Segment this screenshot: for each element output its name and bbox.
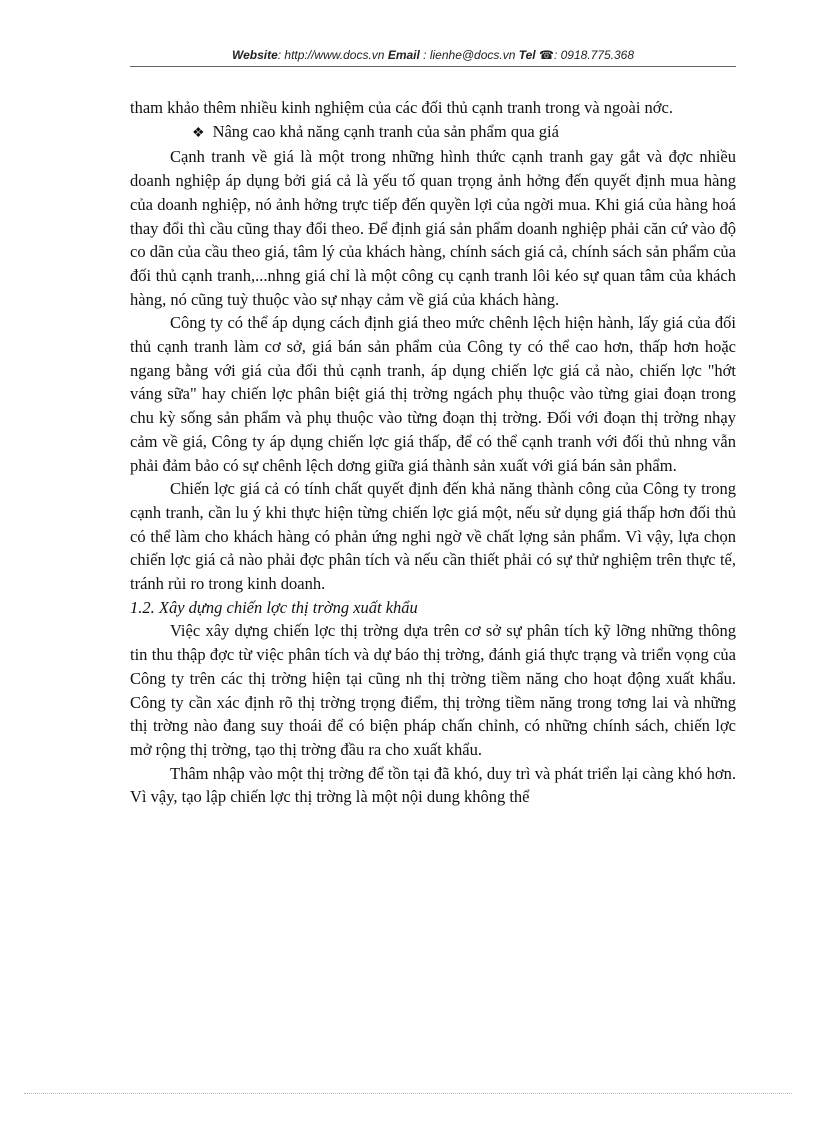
tel-value: : 0918.775.368 <box>553 48 635 62</box>
tel-label: Tel <box>518 48 536 62</box>
bullet-heading <box>130 120 736 146</box>
bullet-heading-text: Nâng cao khả năng cạnh tranh của sản phẩm qua giá <box>212 121 559 141</box>
diamond-bullet-icon: ❖ <box>192 125 205 141</box>
email-label: Email <box>387 48 420 62</box>
paragraph-6: Thâm nhập vào một thị trờng để tồn tại đã khó, duy trì và phát triển lại càng khó hơn. Vì vậy, tạo lập chiến lợc thị trờng là một nội dung không thể <box>130 763 736 807</box>
page-header <box>130 48 736 62</box>
page-bottom-border <box>24 1093 792 1094</box>
phone-icon: ☎ <box>539 48 554 62</box>
website-value: : http://www.docs.vn <box>277 48 385 62</box>
section-heading: 1.2. Xây dựng chiến lợc thị trờng xuất khẩu <box>130 597 418 617</box>
paragraph-3: Công ty có thể áp dụng cách định giá theo mức chênh lệch hiện hành, lấy giá của đối thủ cạnh tranh làm cơ sở, giá bán sản phẩm của Công ty có thể cao hơn, thấp hơn hoặc ngang bằng với giá của đối thủ cạnh tranh, áp dụng chiến lợc giá cả nào, chiến lợc "hớt váng sữa" hay chiến lợc phân biệt giá thị trờng ngách phụ thuộc vào từng giai đoạn trong chu kỳ sống sản phẩm và phụ thuộc vào từng đoạn thị trờng. Đối với đoạn thị trờng nhạy cảm về giá, Công ty áp dụng chiến lợc giá thấp, để có thể cạnh tranh với đối thủ nhng vẫn phải đảm bảo có sự chênh lệch dơng giữa giá thành sản xuất với giá bán sản phẩm. <box>130 313 736 475</box>
document-body <box>130 96 736 809</box>
paragraph-2: Cạnh tranh về giá là một trong những hình thức cạnh tranh gay gắt và đợc nhiều doanh nghiệp áp dụng bởi giá cả là yếu tố quan trọng ảnh hởng đến quyết định mua hàng của doanh nghiệp, nó ảnh hởng trực tiếp đến quyền lợi của ngời mua. Khi giá của hàng hoá thay đổi thì cầu cũng thay đổi theo. Để định giá sản phẩm doanh nghiệp phải căn cứ vào độ co dãn của cầu theo giá, tâm lý của khách hàng, chính sách giá cả, chính sách sản phẩm của đối thủ cạnh tranh,...nhng giá chỉ là một công cụ cạnh tranh lôi kéo sự quan tâm của khách hàng, nó cũng tuỳ thuộc vào sự nhạy cảm về giá của khách hàng. <box>130 147 736 309</box>
paragraph-1: tham khảo thêm nhiều kinh nghiệm của các đối thủ cạnh tranh trong và ngoài nớc. <box>130 98 673 117</box>
email-value: : lienhe@docs.vn <box>423 48 516 62</box>
paragraph-5: Việc xây dựng chiến lợc thị trờng dựa trên cơ sở sự phân tích kỹ lỡng những thông tin thu thập đợc từ việc phân tích và dự báo thị trờng, đánh giá thực trạng và triển vọng của Công ty trên các thị trờng hiện tại cũng nh thị trờng tiềm năng cho hoạt động xuất khẩu. Công ty cần xác định rõ thị trờng trọng điểm, thị trờng tiềm năng trong tơng lai và những thị trờng nào đang suy thoái để có biện pháp chấn chỉnh, có những chính sách, chiến lợc mở rộng thị trờng, tạo thị trờng đầu ra cho xuất khẩu. <box>130 621 736 759</box>
paragraph-4: Chiến lợc giá cả có tính chất quyết định đến khả năng thành công của Công ty trong cạnh tranh, cần lu ý khi thực hiện từng chiến lợc giá một, nếu sử dụng giá thấp hơn đối thủ có thể làm cho khách hàng có phản ứng nghi ngờ về chất lợng sản phẩm. Vì vậy, lựa chọn chiến lợc giá cả nào phải đợc phân tích và nếu cần thiết phải có sự thử nghiệm trên thực tế, tránh rủi ro trong kinh doanh. <box>130 479 736 594</box>
header-divider <box>130 66 736 67</box>
website-label: Website <box>231 48 278 62</box>
